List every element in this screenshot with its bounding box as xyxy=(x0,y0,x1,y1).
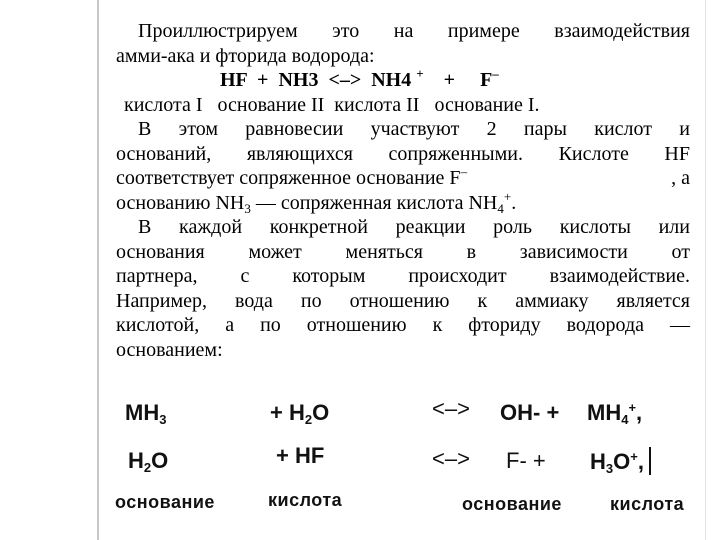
hw-subscript: 3 xyxy=(605,461,614,476)
hw-subscript: 2 xyxy=(304,412,313,427)
hw-text: OH- + xyxy=(500,400,560,425)
text-line: партнера, с которым происходит взаимодействие. xyxy=(116,265,690,287)
text-line: Например, вода по отношению к аммиаку является xyxy=(116,289,690,312)
hw-label-acid-1 xyxy=(268,490,342,511)
subscript: 4 xyxy=(497,200,504,216)
text-line xyxy=(116,166,467,191)
superscript: – xyxy=(460,164,468,179)
hw-label-base-2 xyxy=(462,494,562,515)
hw-label-base-1 xyxy=(115,492,215,513)
paragraph-3-line-4 xyxy=(116,289,690,314)
text-segment: , а xyxy=(671,167,690,189)
hw-vertical-stroke xyxy=(649,447,651,475)
text-line: оснований, являющихся сопряженными. Кислоте HF xyxy=(116,142,690,165)
eq-hf: HF xyxy=(220,69,248,91)
hw-row2-h3o xyxy=(590,449,644,475)
eq-f: F xyxy=(480,69,493,91)
hw-text: O xyxy=(312,400,330,425)
hw-text: , xyxy=(637,449,644,474)
eq-nh3: NH xyxy=(278,69,309,91)
paragraph-2-line-4 xyxy=(116,188,690,216)
hw-subscript: 3 xyxy=(159,412,167,427)
roles-line xyxy=(124,93,690,118)
hw-superscript: + xyxy=(630,449,638,464)
superscript: + xyxy=(503,188,512,204)
eq-sub: 3 xyxy=(308,69,319,91)
text-line: Проиллюстрируем это на примере взаимодействия xyxy=(138,20,690,42)
hw-row1-nh3 xyxy=(125,400,166,426)
hw-text: + H xyxy=(270,400,305,425)
eq-sup: – xyxy=(492,66,499,81)
hw-text: кислота xyxy=(268,490,343,510)
text-line: кислотой, а по отношению к фториду водорода — xyxy=(116,314,690,336)
eq-arrow: <–> xyxy=(328,69,362,91)
hw-subscript: 2 xyxy=(143,460,152,475)
hw-subscript: 4 xyxy=(621,412,629,427)
hw-text: <–> xyxy=(432,446,470,471)
hw-text: H xyxy=(128,448,144,473)
paragraph-2-line-2 xyxy=(116,142,690,167)
hw-row1-arrow xyxy=(432,396,470,422)
hw-text: MH xyxy=(125,400,160,425)
paragraph-2-line-3 xyxy=(116,166,690,191)
hw-row2-f xyxy=(506,448,546,474)
document-text xyxy=(116,19,690,362)
paragraph-1-line-2 xyxy=(116,44,690,69)
paragraph-3-line-6 xyxy=(116,338,690,363)
left-border-line xyxy=(97,0,99,540)
paragraph-3-line-5 xyxy=(116,313,690,338)
hw-text: O xyxy=(151,448,169,473)
paragraph-3-line-1 xyxy=(116,215,690,240)
text-line: основания может меняться в зависимости от xyxy=(116,240,690,263)
eq-sub: 4 xyxy=(401,69,412,91)
hw-text: F- + xyxy=(506,448,546,473)
eq-plus: + xyxy=(443,69,456,91)
hw-text: , xyxy=(636,400,643,425)
paragraph-1-line-1 xyxy=(116,19,690,44)
hw-row1-nh4 xyxy=(587,400,642,426)
hw-text: MH xyxy=(587,400,622,425)
text-line: В этом равновесии участвуют 2 пары кислот и xyxy=(138,118,690,140)
text-line: кислота I основание II кислота II основание I. xyxy=(124,93,540,116)
text-segment: основанию NH xyxy=(116,191,245,214)
hw-text: основание xyxy=(115,492,215,512)
hw-row2-hf xyxy=(276,443,324,469)
text-segment: соответствует сопряженное основание F xyxy=(116,167,461,189)
hw-text: <–> xyxy=(432,396,470,421)
eq-plus: + xyxy=(257,69,269,91)
hw-text: + HF xyxy=(276,443,325,468)
eq-nh4: NH xyxy=(371,69,402,91)
hw-text: O xyxy=(613,449,631,474)
right-border-line xyxy=(705,0,707,540)
text-line: В каждой конкретной реакции роль кислоты или xyxy=(138,216,690,238)
hw-row2-h2o xyxy=(128,448,168,474)
text-line: амми-ака и фторида водорода: xyxy=(116,44,375,67)
text-segment: . xyxy=(511,191,517,214)
reaction-equation xyxy=(220,68,690,93)
hw-superscript: + xyxy=(628,400,637,415)
hw-text: основание xyxy=(462,494,562,514)
hw-row2-arrow xyxy=(432,446,470,472)
hw-text: кислота xyxy=(610,494,685,514)
text-line: основанием: xyxy=(116,338,223,361)
hw-text: H xyxy=(590,449,606,474)
text-segment: — сопряженная кислота NH xyxy=(250,191,498,214)
paragraph-3-line-3 xyxy=(116,264,690,289)
subscript: 3 xyxy=(244,200,251,216)
eq-sup: + xyxy=(416,66,424,81)
hw-row1-oh xyxy=(500,400,559,426)
paragraph-3-line-2 xyxy=(116,240,690,265)
paragraph-2-line-1 xyxy=(116,117,690,142)
hw-row1-h2o xyxy=(270,400,329,426)
hw-label-acid-2 xyxy=(610,494,684,515)
